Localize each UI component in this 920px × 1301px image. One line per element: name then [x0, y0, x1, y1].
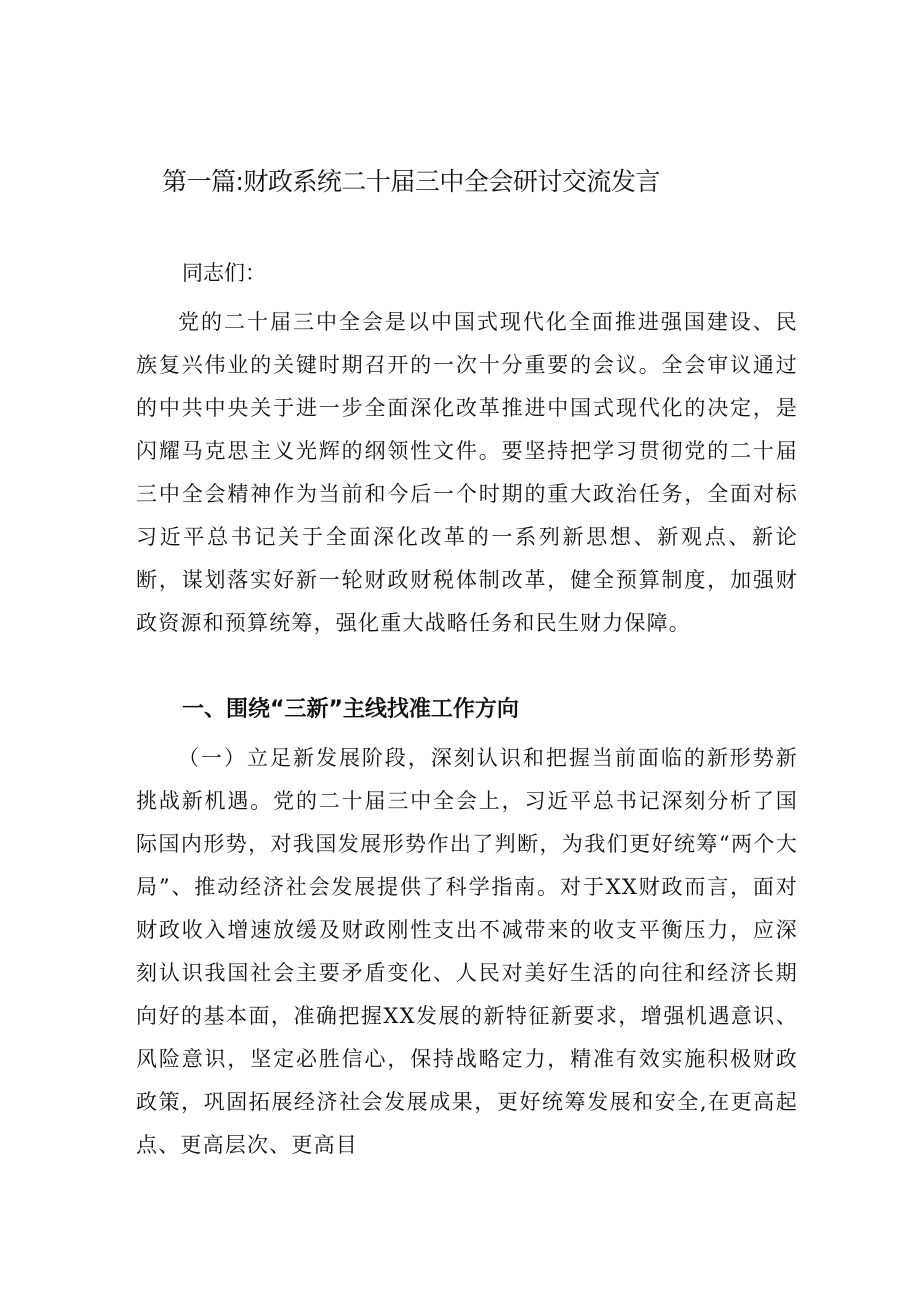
salutation: 同志们： — [182, 261, 266, 285]
section-heading: 一、围绕“三新”主线找准工作方向 — [182, 697, 519, 722]
body-paragraph: 党的二十届三中全会是以中国式现代化全面推进强国建设、民族复兴伟业的关键时期召开的一次十分重要的会议。全会审议通过的中共中央关于进一步全面深化改革推进中国式现代化的决定，是闪耀马克思主义光辉的纲领性文件。要坚持把学习贯彻党的二十届三中全会精神作为当前和今后一个时期的重大政治任务，全面对标习近平总书记关于全面深化改革的一系列新思想、新观点、新论断，谋划落实好新一轮财政财税体制改革，健全预算制度，加强财政资源和预算统筹，强化重大战略任务和民生财力保障。 — [136, 310, 798, 635]
body-paragraph: （一）立足新发展阶段，深刻认识和把握当前面临的新形势新挑战新机遇。党的二十届三中全会上，习近平总书记深刻分析了国际国内形势，对我国发展形势作出了判断，为我们更好统筹“两个大局”、推动经济社会发展提供了科学指南。对于XX财政而言，面对财政收入增速放缓及财政刚性支出不减带来的收支平衡压力，应深刻认识我国社会主要矛盾变化、人民对美好生活的向往和经济长期向好的基本面，准确把握XX发展的新特征新要求，增强机遇意识、风险意识，坚定必胜信心，保持战略定力，精准有效实施积极财政政策，巩固拓展经济社会发展成果，更好统筹发展和安全,在更高起点、更高层次、更高目 — [136, 746, 798, 1157]
document-title: 第一篇:财政系统二十届三中全会研讨交流发言 — [162, 167, 660, 196]
